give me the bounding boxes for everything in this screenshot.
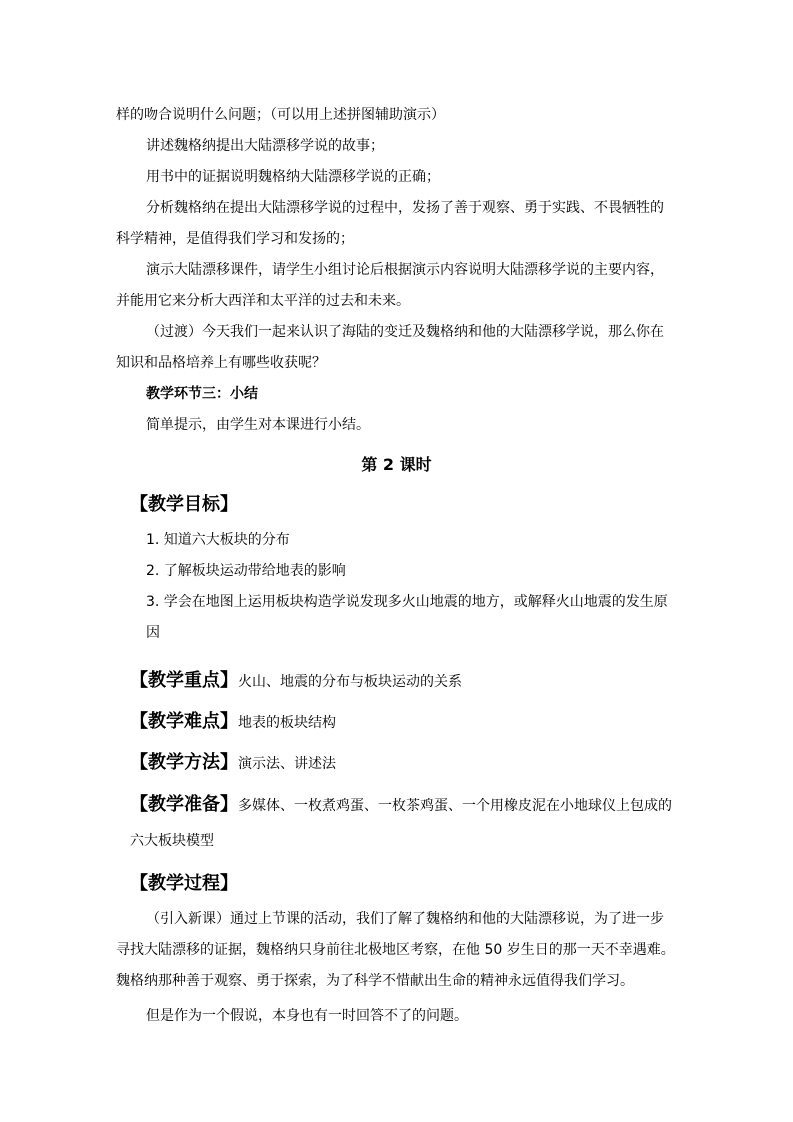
difficulty-text: 地表的板块结构 — [238, 715, 336, 731]
key-points — [116, 661, 677, 702]
difficulty — [116, 702, 677, 743]
lesson2-title: 第 2 课时 — [361, 455, 432, 474]
preparation — [116, 788, 677, 858]
objective-item-1: 1. 知道六大板块的分布 — [146, 532, 290, 548]
difficulty-heading: 【教学难点】 — [130, 711, 238, 732]
key-points-text: 火山、地震的分布与板块运动的关系 — [238, 674, 462, 690]
paragraph-demo: 演示大陆漂移课件，请学生小组讨论后根据演示内容说明大陆漂移学说的主要内容，并能用它来分析大西洋和太平洋的过去和未来。 — [116, 262, 664, 309]
preparation-text: 多媒体、一枚煮鸡蛋、一枚茶鸡蛋、一个用橡皮泥在小地球仪上包成的六大板块模型 — [130, 798, 672, 849]
section3-title: 教学环节三：小结 — [146, 386, 258, 402]
objective-item-3: 3. 学会在地图上运用板块构造学说发现多火山地震的地方，或解释火山地震的发生原因 — [146, 594, 668, 641]
methods — [116, 743, 677, 784]
methods-text: 演示法、讲述法 — [238, 756, 336, 772]
paragraph-continuation: 样的吻合说明什么问题；（可以用上述拼图辅助演示） — [116, 107, 445, 123]
process-paragraph-intro: （引入新课）通过上节课的活动，我们了解了魏格纳和他的大陆漂移说，为了进一步寻找大陆漂移的证据，魏格纳只身前往北极地区考察，在他 50 岁生日的那一天不幸遇难。魏格纳那种善于观察、勇于探索，为了科学不惜献出生命的精神永远值得我们学习。 — [116, 911, 675, 989]
process-paragraph-question: 但是作为一个假说，本身也有一时回答不了的问题。 — [146, 1008, 468, 1024]
objectives-heading: 【教学目标】 — [130, 494, 238, 515]
methods-heading: 【教学方法】 — [130, 752, 238, 773]
key-points-heading: 【教学重点】 — [130, 670, 238, 691]
objective-item-2: 2. 了解板块运动带给地表的影响 — [146, 563, 346, 579]
section3-text: 简单提示，由学生对本课进行小结。 — [146, 417, 370, 433]
process-heading: 【教学过程】 — [130, 873, 238, 894]
paragraph-spirit: 分析魏格纳在提出大陆漂移学说的过程中，发扬了善于观察、勇于实践、不畏牺牲的科学精神，是值得我们学习和发扬的； — [116, 200, 664, 247]
paragraph-evidence: 用书中的证据说明魏格纳大陆漂移学说的正确； — [146, 169, 440, 185]
paragraph-story: 讲述魏格纳提出大陆漂移学说的故事； — [146, 138, 384, 154]
paragraph-transition: （过渡）今天我们一起来认识了海陆的变迁及魏格纳和他的大陆漂移学说，那么你在知识和品格培养上有哪些收获呢？ — [116, 324, 664, 371]
preparation-heading: 【教学准备】 — [130, 794, 238, 815]
